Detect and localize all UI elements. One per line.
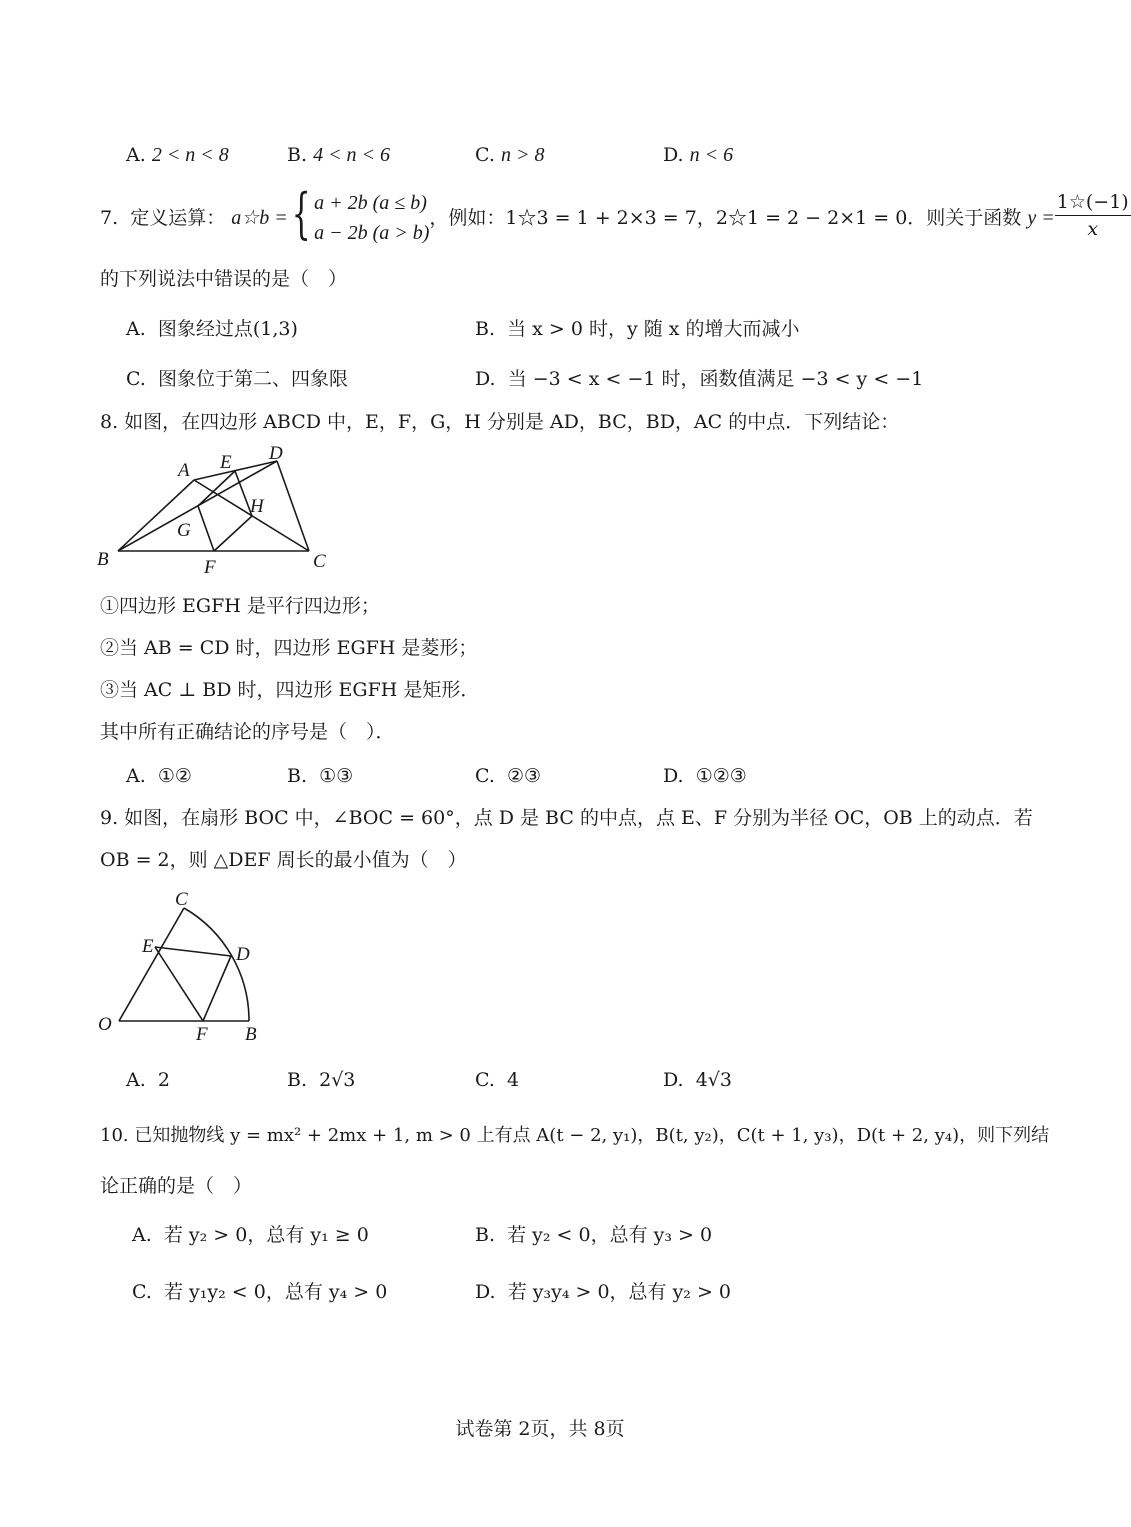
q6-option-d: D. n < 6: [663, 144, 734, 166]
q9-option-b: B. 2√3: [287, 1069, 356, 1091]
q7-option-a: A. 图象经过点(1,3): [126, 318, 298, 340]
q10-option-d: D. 若 y₃y₄ > 0，总有 y₂ > 0: [475, 1281, 732, 1303]
q8-option-a: A. ①②: [126, 765, 192, 787]
q9-label-o: O: [98, 1014, 112, 1035]
q9-option-d: D. 4√3: [663, 1069, 732, 1091]
q8-question: 其中所有正确结论的序号是（ ）．: [100, 721, 395, 743]
q8-label-a: A: [178, 460, 190, 481]
q8-quadrilateral-figure: [92, 440, 342, 580]
q8-label-e: E: [220, 452, 232, 473]
q8-label-f: F: [204, 557, 216, 578]
q8-statement-1: ①四边形 EGFH 是平行四边形；: [100, 595, 380, 617]
q10-stem-line1: 10. 已知抛物线 y = mx² + 2mx + 1, m > 0 上有点 A(t − 2, y₁)，B(t, y₂)，C(t + 1, y₃)，D(t + 2, y₄)，则下列结: [100, 1125, 1050, 1146]
q8-option-d: D. ①②③: [663, 765, 747, 787]
q7-stem: 7. 定义运算： a☆b = { a + 2b (a ≤ b) a − 2b (a > b) ，例如：1☆3 = 1 + 2×3 = 7，2☆1 = 2 − 2×1 = 0．则关于函数 y = $\frac{1☆(-1)}{x}$: [100, 186, 1131, 250]
page-footer: 试卷第 2页，共 8页: [455, 1418, 625, 1440]
q7-option-c: C. 图象位于第二、四象限: [126, 368, 349, 390]
q8-stem: 8. 如图，在四边形 ABCD 中，E，F，G，H 分别是 AD，BC，BD，AC 的中点．下列结论：: [100, 411, 900, 433]
q9-label-d: D: [236, 944, 250, 965]
q8-label-d: D: [269, 443, 283, 464]
q6-option-b: B. 4 < n < 6: [287, 144, 391, 166]
q8-label-g: G: [177, 520, 191, 541]
q7-option-b: B. 当 x > 0 时，y 随 x 的增大而减小: [475, 318, 800, 340]
q7-fraction: $\frac{1☆(-1)}{x}$: [1056, 191, 1129, 240]
q8-option-b: B. ①③: [287, 765, 354, 787]
q9-label-b: B: [245, 1024, 257, 1045]
q8-label-h: H: [250, 496, 264, 517]
q9-sector-figure: [92, 885, 272, 1050]
q7-cases: a + 2b (a ≤ b) a − 2b (a > b): [314, 192, 430, 244]
q6-option-a: A. 2 < n < 8: [126, 144, 229, 166]
q7-stem-line2: 的下列说法中错误的是（ ）: [100, 268, 348, 290]
q9-label-f: F: [196, 1024, 208, 1045]
q8-label-c: C: [313, 551, 326, 572]
q7-option-d: D. 当 −3 < x < −1 时，函数值满足 −3 < y < −1: [475, 368, 924, 390]
q9-label-c: C: [175, 889, 188, 910]
q9-stem-line1: 9. 如图，在扇形 BOC 中，∠BOC = 60°，点 D 是 BC 的中点，点 E、F 分别为半径 OC，OB 上的动点．若: [100, 807, 1033, 829]
q10-option-c: C. 若 y₁y₂ < 0，总有 y₄ > 0: [132, 1281, 388, 1303]
q8-option-c: C. ②③: [475, 765, 542, 787]
q9-option-c: C. 4: [475, 1069, 520, 1091]
q9-stem-line2: OB = 2，则 △DEF 周长的最小值为（ ）: [100, 849, 467, 871]
q10-stem-line2: 论正确的是（ ）: [100, 1175, 253, 1197]
q7-brace: {: [291, 182, 311, 245]
q10-option-a: A. 若 y₂ > 0，总有 y₁ ≥ 0: [132, 1224, 369, 1246]
q9-option-a: A. 2: [126, 1069, 170, 1091]
q8-label-b: B: [97, 549, 109, 570]
q6-option-c: C. n > 8: [475, 144, 545, 166]
q9-label-e: E: [142, 936, 154, 957]
q8-statement-2: ②当 AB = CD 时，四边形 EGFH 是菱形；: [100, 637, 478, 659]
q10-option-b: B. 若 y₂ < 0，总有 y₃ > 0: [475, 1224, 713, 1246]
q8-statement-3: ③当 AC ⊥ BD 时，四边形 EGFH 是矩形．: [100, 679, 480, 701]
